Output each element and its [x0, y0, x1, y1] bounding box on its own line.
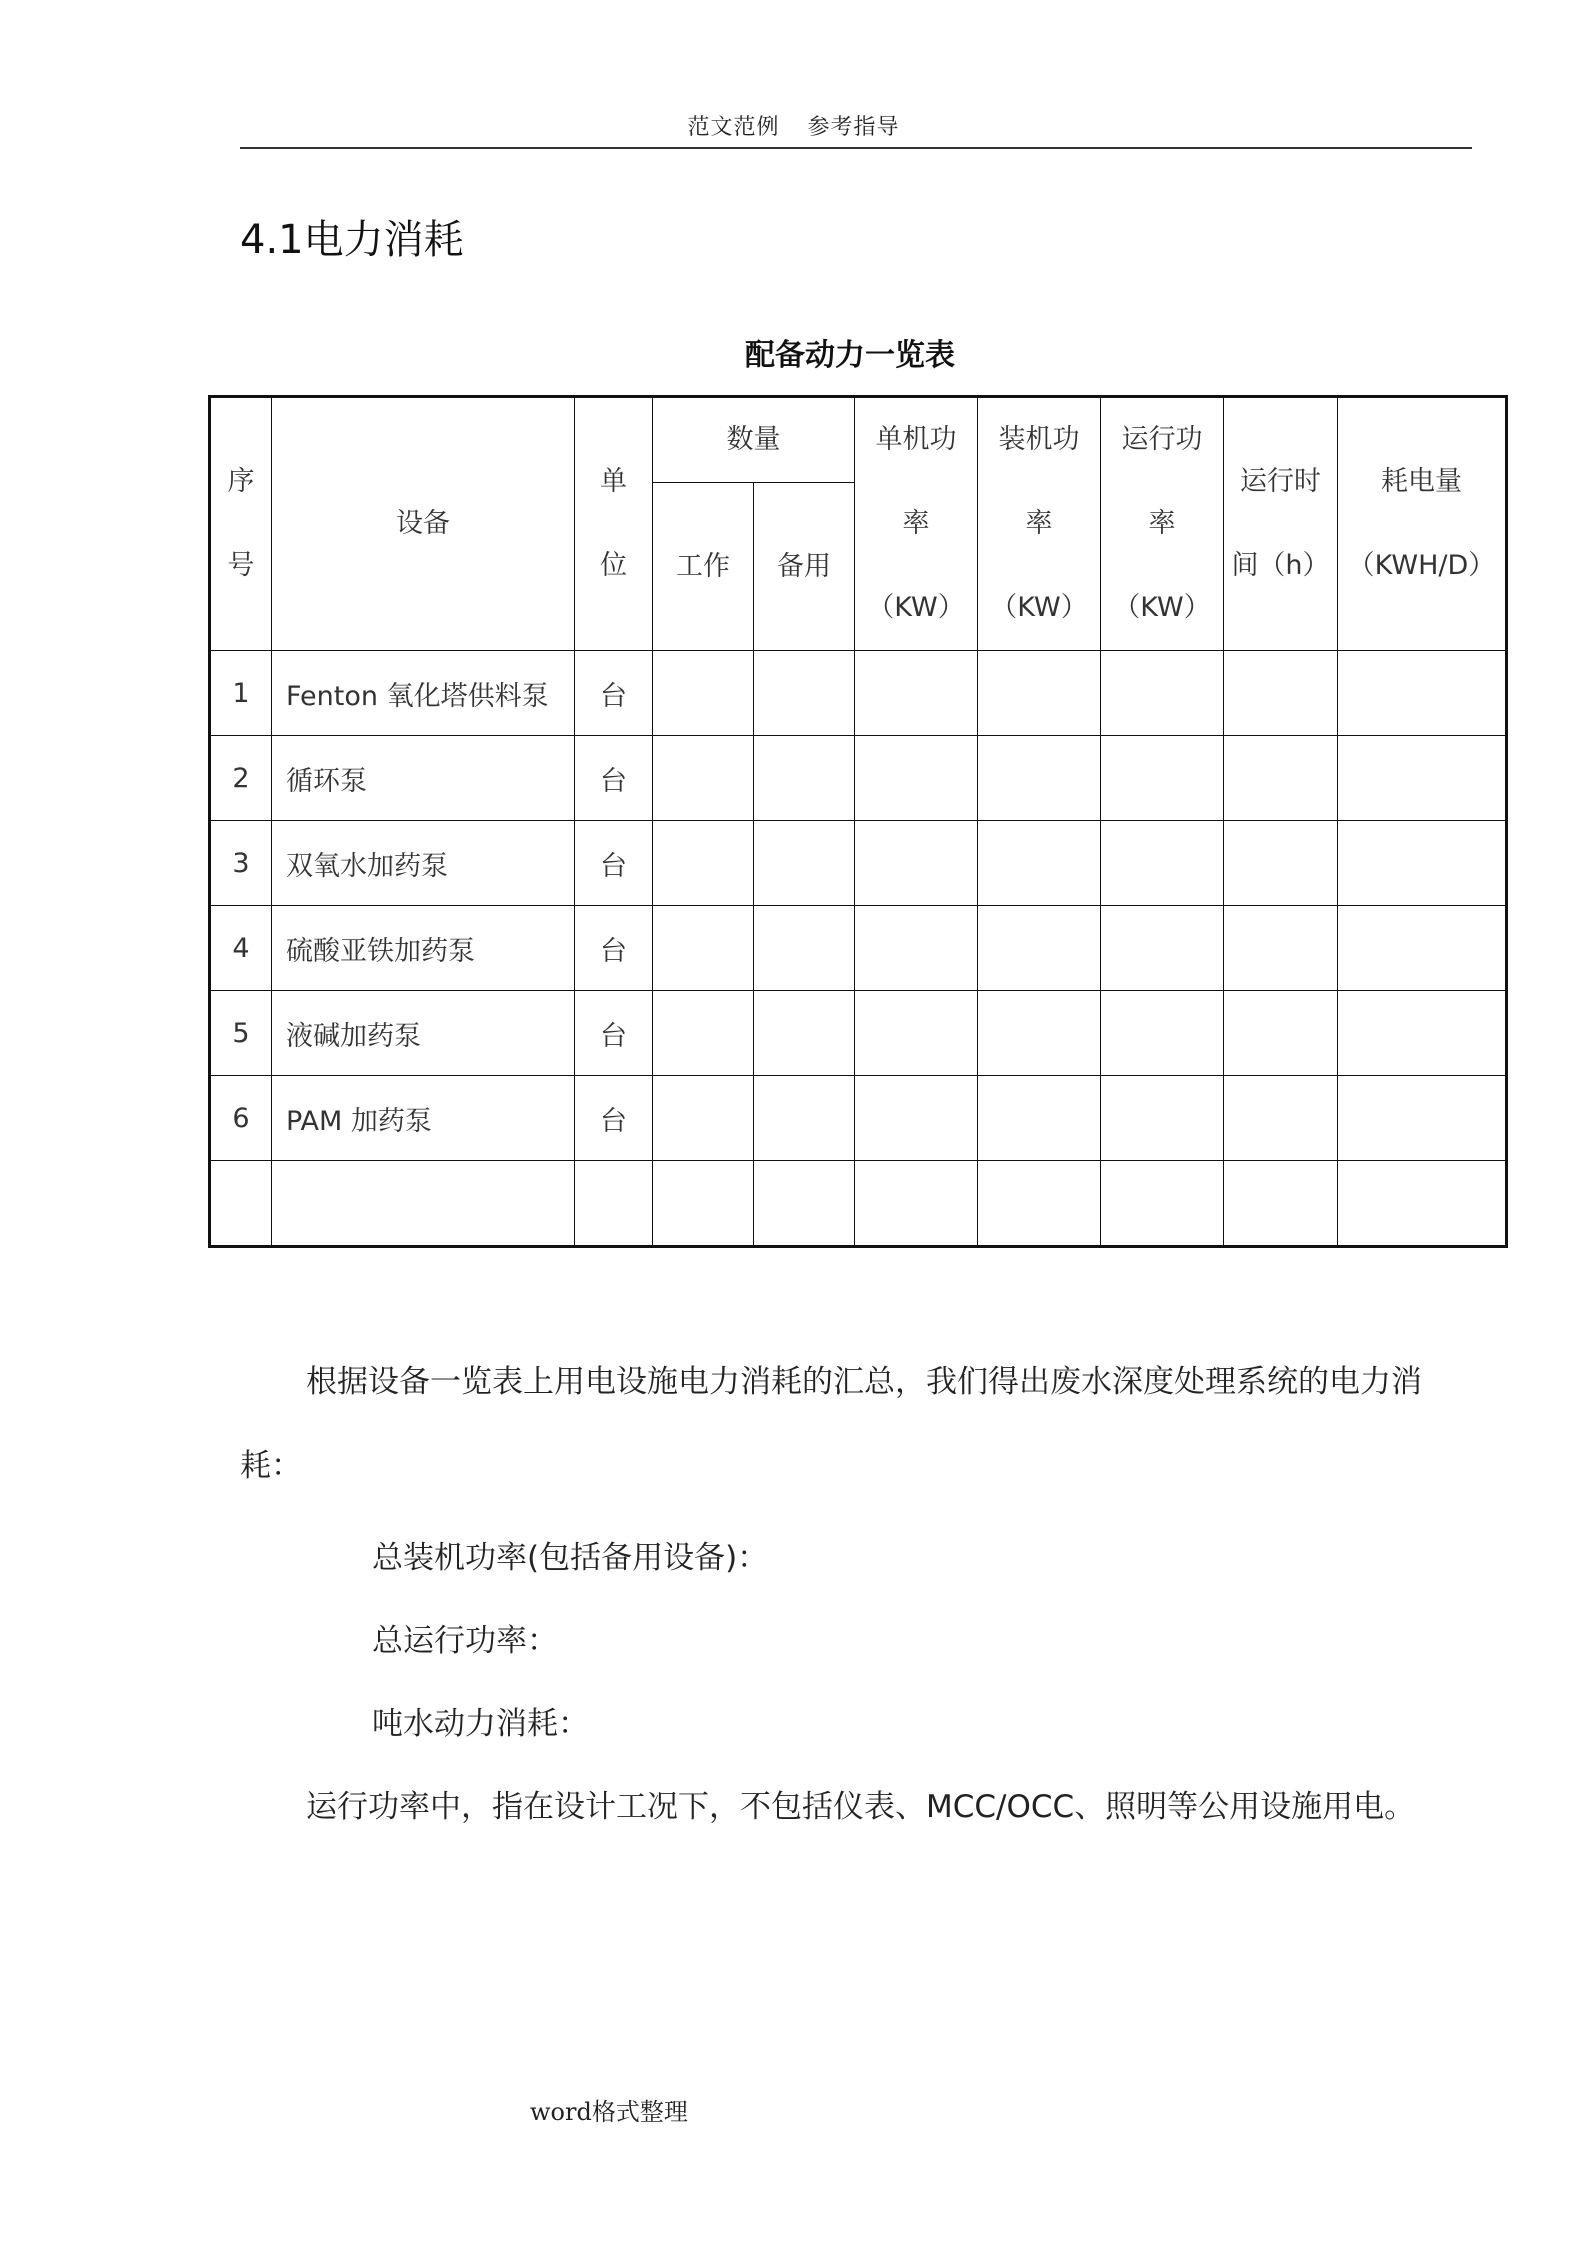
cell-working [653, 1161, 754, 1247]
cell-working [653, 736, 754, 821]
table-header-row [210, 397, 1507, 483]
cell-single-power [855, 1161, 978, 1247]
cell-installed-power [978, 906, 1101, 991]
cell-standby [754, 906, 855, 991]
cell-installed-power [978, 821, 1101, 906]
cell-consumption [1338, 1161, 1507, 1247]
cell-unit: 台 [575, 991, 653, 1076]
cell-consumption [1338, 906, 1507, 991]
cell-running-power [1101, 906, 1224, 991]
header-single-power: 单机功 率 （KW） [855, 397, 978, 651]
cell-consumption [1338, 1076, 1507, 1161]
cell-unit: 台 [575, 736, 653, 821]
cell-equipment-name [272, 1161, 575, 1247]
table-row [210, 651, 1507, 736]
cell-seq: 4 [210, 906, 272, 991]
cell-standby [754, 736, 855, 821]
table-row [210, 736, 1507, 821]
cell-run-time [1224, 906, 1338, 991]
header-standby: 备用 [754, 483, 855, 651]
cell-single-power [855, 821, 978, 906]
table-row [210, 906, 1507, 991]
cell-standby [754, 651, 855, 736]
cell-standby [754, 991, 855, 1076]
cell-consumption [1338, 736, 1507, 821]
cell-working [653, 906, 754, 991]
equipment-power-table [208, 395, 1508, 1248]
header-working: 工作 [653, 483, 754, 651]
total-running-power-line: 总运行功率： [372, 1623, 558, 1659]
cell-run-time [1224, 991, 1338, 1076]
page-header [0, 110, 1587, 141]
cell-single-power [855, 651, 978, 736]
cell-standby [754, 1161, 855, 1247]
cell-seq: 3 [210, 821, 272, 906]
cell-working [653, 991, 754, 1076]
cell-running-power [1101, 651, 1224, 736]
header-divider [240, 147, 1472, 149]
running-power-note: 运行功率中，指在设计工况下，不包括仪表、MCC/OCC、照明等公用设施用电。 [306, 1789, 1416, 1825]
table-title: 配备动力一览表 [745, 338, 955, 373]
cell-installed-power [978, 1161, 1101, 1247]
cell-run-time [1224, 736, 1338, 821]
cell-seq: 6 [210, 1076, 272, 1161]
cell-single-power [855, 736, 978, 821]
cell-unit [575, 1161, 653, 1247]
cell-equipment-name: 液碱加药泵 [272, 991, 575, 1076]
table-row [210, 1076, 1507, 1161]
cell-equipment-name: 硫酸亚铁加药泵 [272, 906, 575, 991]
cell-run-time [1224, 1161, 1338, 1247]
cell-installed-power [978, 736, 1101, 821]
section-title: 4.1电力消耗 [240, 217, 464, 263]
cell-unit: 台 [575, 651, 653, 736]
header-installed-power: 装机功 率 （KW） [978, 397, 1101, 651]
cell-single-power [855, 1076, 978, 1161]
cell-installed-power [978, 651, 1101, 736]
cell-working [653, 651, 754, 736]
cell-run-time [1224, 1076, 1338, 1161]
cell-running-power [1101, 1161, 1224, 1247]
cell-consumption [1338, 821, 1507, 906]
per-ton-consumption-line: 吨水动力消耗： [372, 1706, 589, 1742]
table-row [210, 821, 1507, 906]
page-footer: word格式整理 [530, 2098, 688, 2126]
cell-single-power [855, 991, 978, 1076]
cell-working [653, 821, 754, 906]
cell-installed-power [978, 991, 1101, 1076]
cell-unit: 台 [575, 821, 653, 906]
cell-equipment-name: 双氧水加药泵 [272, 821, 575, 906]
cell-equipment-name: PAM 加药泵 [272, 1076, 575, 1161]
cell-equipment-name: 循环泵 [272, 736, 575, 821]
cell-working [653, 1076, 754, 1161]
cell-standby [754, 821, 855, 906]
cell-single-power [855, 906, 978, 991]
cell-running-power [1101, 736, 1224, 821]
header-running-power: 运行功 率 （KW） [1101, 397, 1224, 651]
cell-seq: 2 [210, 736, 272, 821]
cell-installed-power [978, 1076, 1101, 1161]
header-equipment: 设备 [272, 397, 575, 651]
header-seq: 序 号 [210, 397, 272, 651]
header-quantity: 数量 [653, 397, 855, 483]
cell-run-time [1224, 821, 1338, 906]
cell-running-power [1101, 821, 1224, 906]
cell-standby [754, 1076, 855, 1161]
header-left-text: 范文范例 [687, 115, 780, 140]
header-right-text: 参考指导 [807, 115, 900, 140]
cell-unit: 台 [575, 1076, 653, 1161]
cell-seq: 1 [210, 651, 272, 736]
header-run-time: 运行时 间（h） [1224, 397, 1338, 651]
summary-paragraph: 根据设备一览表上用电设施电力消耗的汇总，我们得出废水深度处理系统的电力消耗： [240, 1364, 1422, 1484]
cell-unit: 台 [575, 906, 653, 991]
header-unit: 单 位 [575, 397, 653, 651]
table-row [210, 1161, 1507, 1247]
total-installed-power-line: 总装机功率(包括备用设备)： [372, 1540, 769, 1576]
table-row [210, 991, 1507, 1076]
cell-running-power [1101, 1076, 1224, 1161]
cell-running-power [1101, 991, 1224, 1076]
cell-consumption [1338, 651, 1507, 736]
cell-seq: 5 [210, 991, 272, 1076]
cell-seq [210, 1161, 272, 1247]
cell-run-time [1224, 651, 1338, 736]
cell-consumption [1338, 991, 1507, 1076]
header-consumption: 耗电量 （KWH/D） [1338, 397, 1507, 651]
cell-equipment-name: Fenton 氧化塔供料泵 [272, 651, 575, 736]
